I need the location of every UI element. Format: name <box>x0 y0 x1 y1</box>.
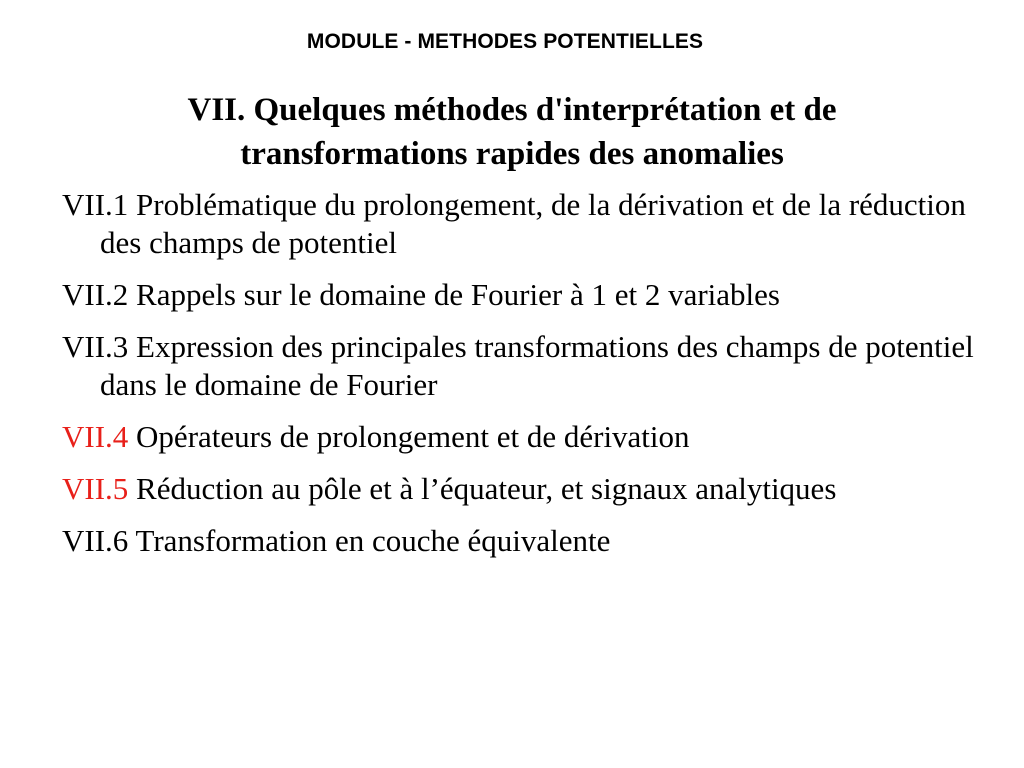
slide-title-line-1: VII. Quelques méthodes d'interprétation et de <box>187 92 837 128</box>
outline-item-text: Réduction au pôle et à l’équateur, et signaux analytiques <box>136 471 837 506</box>
outline-item-5 <box>62 470 1002 508</box>
outline-item-number: VII.6 <box>62 523 129 558</box>
outline-item-text: Opérateurs de prolongement et de dérivation <box>136 419 690 454</box>
slide-title-line-2: transformations rapides des anomalies <box>240 136 784 172</box>
outline-item-text: Rappels sur le domaine de Fourier à 1 et 2 variables <box>136 277 780 312</box>
slide-title <box>0 88 1024 176</box>
outline-item-6 <box>62 522 1002 560</box>
outline-list <box>62 186 1002 574</box>
outline-item-text: Expression des principales transformations des champs de potentiel dans le domaine de Fourier <box>100 329 974 402</box>
module-header: MODULE - METHODES POTENTIELLES <box>306 30 704 53</box>
outline-item-4 <box>62 418 1002 456</box>
outline-item-2 <box>62 276 1002 314</box>
outline-item-3 <box>62 328 1002 404</box>
outline-item-number: VII.2 <box>62 277 129 312</box>
outline-item-number: VII.4 <box>62 419 129 454</box>
outline-item-number: VII.1 <box>62 187 129 222</box>
outline-item-number: VII.5 <box>62 471 129 506</box>
outline-item-text: Problématique du prolongement, de la dérivation et de la réduction des champs de potentiel <box>100 187 966 260</box>
outline-item-number: VII.3 <box>62 329 129 364</box>
outline-item-text: Transformation en couche équivalente <box>135 523 611 558</box>
outline-item-1 <box>62 186 1002 262</box>
